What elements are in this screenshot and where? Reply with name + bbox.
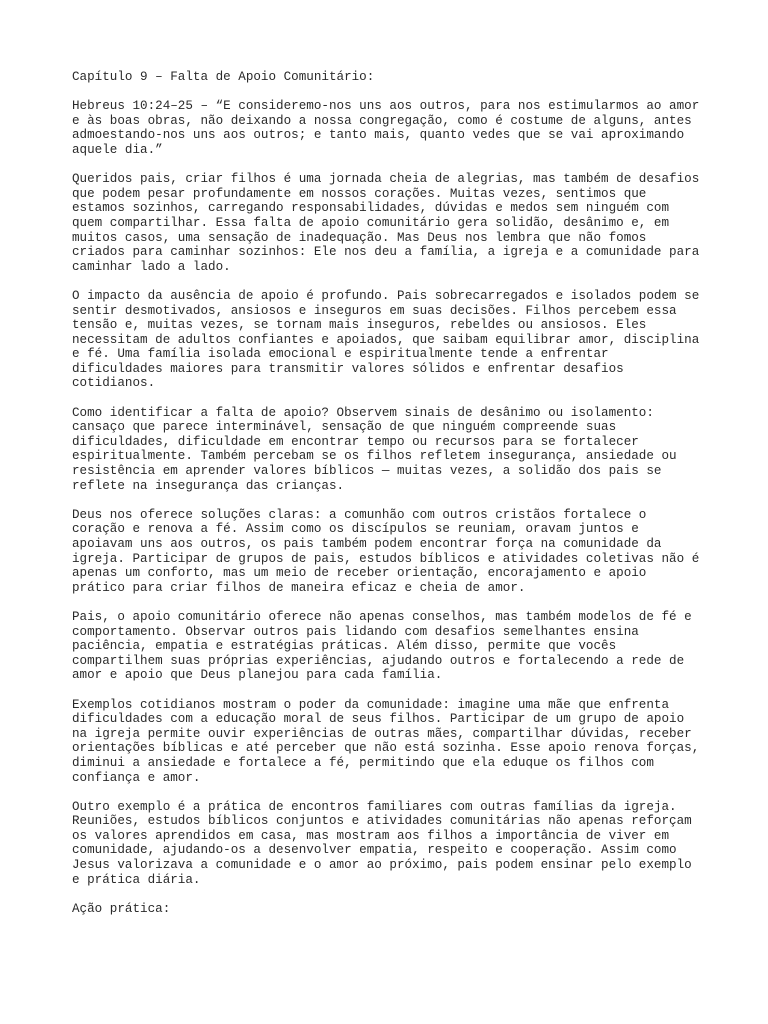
paragraph-intro: Queridos pais, criar filhos é uma jornada cheia de alegrias, mas também de desafios que podem pesar profundamente em nossos corações. Muitas vezes, sentimos que estamos sozinhos, carregando responsabilidades, dúvidas e medos sem ninguém com quem compartilhar. Essa falta de apoio comunitário gera solidão, desânimo e, em muitos casos, uma sensação de inadequação. Mas Deus nos lembra que não fomos criados para caminhar sozinhos: Ele nos deu a família, a igreja e a comunidade para caminhar lado a lado.: [72, 172, 700, 274]
verse-quote: Hebreus 10:24–25 – “E consideremo-nos uns aos outros, para nos estimularmos ao amor e às boas obras, não deixando a nossa congregação, como é costume de alguns, antes admoestando-nos uns aos outros; e tanto mais, quanto vedes que se vai aproximando aquele dia.”: [72, 99, 700, 157]
paragraph-examples: Exemplos cotidianos mostram o poder da comunidade: imagine uma mãe que enfrenta dificuldades com a educação moral de seus filhos. Participar de um grupo de apoio na igreja permite ouvir experiências de outras mães, compartilhar dúvidas, receber orientações bíblicas e até perceber que não está sozinha. Esse apoio renova forças, diminui a ansiedade e fortalece a fé, permitindo que ela eduque os filhos com confiança e amor.: [72, 697, 700, 785]
action-heading: Ação prática:: [72, 901, 171, 916]
paragraph-community-support: Pais, o apoio comunitário oferece não apenas conselhos, mas também modelos de fé e comportamento. Observar outros pais lidando com desafios semelhantes ensina paciência, empatia e estratégias práticas. Além disso, permite que vocês compartilhem suas próprias experiências, ajudando outros e fortalecendo a rede de amor e apoio que Deus planejou para cada família.: [72, 609, 692, 683]
paragraph-solutions: Deus nos oferece soluções claras: a comunhão com outros cristãos fortalece o coração e renova a fé. Assim como os discípulos se reuniam, oravam juntos e apoiavam uns aos outros, os pais também podem encontrar força na comunidade da igreja. Participar de grupos de pais, estudos bíblicos e atividades coletivas não é apenas um conforto, mas um meio de receber orientação, encorajamento e apoio prático para criar filhos de maneira eficaz e cheia de amor.: [72, 507, 700, 595]
chapter-title: Capítulo 9 – Falta de Apoio Comunitário:: [72, 70, 375, 84]
document-page: [72, 70, 702, 931]
paragraph-impact: O impacto da ausência de apoio é profundo. Pais sobrecarregados e isolados podem se sentir desmotivados, ansiosos e inseguros em suas decisões. Filhos percebem essa tensão e, muitas vezes, se tornam mais inseguros, rebeldes ou ansiosos. Eles necessitam de adultos confiantes e apoiados, que saibam equilibrar amor, disciplina e fé. Uma família isolada emocional e espiritualmente tende a enfrentar dificuldades maiores para transmitir valores sólidos e enfrentar desafios cotidianos.: [72, 288, 700, 391]
paragraph-another-example: Outro exemplo é a prática de encontros familiares com outras famílias da igreja. Reuniões, estudos bíblicos conjuntos e atividades comunitárias não apenas reforçam os valores aprendidos em casa, mas mostram aos filhos a importância de viver em comunidade, ajudando-os a desenvolver empatia, respeito e cooperação. Assim como Jesus valorizava a comunidade e o amor ao próximo, pais podem ensinar pelo exemplo e prática diária.: [72, 799, 692, 887]
paragraph-identify: Como identificar a falta de apoio? Observem sinais de desânimo ou isolamento: cansaço que parece interminável, sensação de que ninguém compreende suas dificuldades, dificuldade em encontrar tempo ou recursos para se fortalecer espiritualmente. Também percebam se os filhos refletem insegurança, ansiedade ou resistência em aprender valores bíblicos — muitas vezes, a solidão dos pais se reflete na insegurança das crianças.: [72, 405, 677, 493]
